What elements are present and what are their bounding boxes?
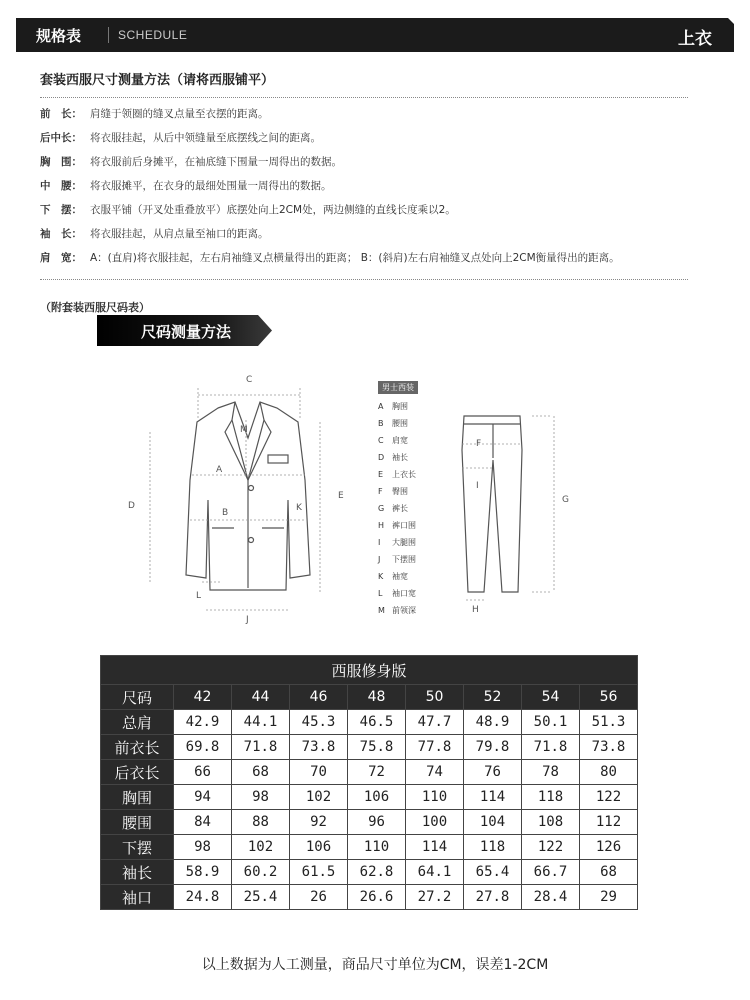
rule-text: 肩缝于领圈的缝叉点量至衣摆的距离。 bbox=[90, 108, 269, 120]
table-cell: 71.8 bbox=[232, 735, 290, 760]
rule-key: 后中长： bbox=[40, 132, 82, 144]
label-F: F bbox=[476, 439, 482, 449]
table-cell: 122 bbox=[522, 835, 580, 860]
size-header-cell: 52 bbox=[464, 685, 522, 710]
legend-label: 腰围 bbox=[392, 419, 408, 428]
table-cell: 70 bbox=[290, 760, 348, 785]
header-title-en: SCHEDULE bbox=[118, 28, 188, 42]
table-cell: 110 bbox=[348, 835, 406, 860]
legend-letter: M bbox=[378, 606, 385, 615]
legend-label: 大腿围 bbox=[392, 538, 416, 547]
table-cell: 68 bbox=[232, 760, 290, 785]
table-cell: 104 bbox=[464, 810, 522, 835]
label-A: A bbox=[216, 465, 223, 475]
footer-note: 以上数据为人工测量，商品尺寸单位为CM，误差1-2CM bbox=[201, 957, 549, 973]
table-cell: 51.3 bbox=[580, 710, 638, 735]
label-I: I bbox=[476, 481, 479, 491]
table-row bbox=[101, 835, 638, 860]
table-cell: 73.8 bbox=[290, 735, 348, 760]
size-method-banner bbox=[97, 315, 272, 346]
legend-item bbox=[378, 568, 458, 585]
legend-label: 臀围 bbox=[392, 487, 408, 496]
legend-letter: H bbox=[378, 521, 385, 530]
divider-top bbox=[40, 97, 688, 98]
rule-key: 胸 围： bbox=[40, 156, 82, 168]
table-cell: 45.3 bbox=[290, 710, 348, 735]
label-H: H bbox=[472, 605, 479, 615]
chart-subtitle: （附套装西服尺码表） bbox=[40, 301, 150, 314]
table-cell: 106 bbox=[348, 785, 406, 810]
header-corner bbox=[726, 16, 736, 26]
size-header-row bbox=[101, 685, 638, 710]
table-cell: 42.9 bbox=[174, 710, 232, 735]
table-cell: 61.5 bbox=[290, 860, 348, 885]
header-divider bbox=[108, 27, 109, 43]
row-label: 胸围 bbox=[101, 785, 174, 810]
table-cell: 114 bbox=[406, 835, 464, 860]
row-label: 腰围 bbox=[101, 810, 174, 835]
legend-label: 裤口围 bbox=[392, 521, 416, 530]
table-cell: 64.1 bbox=[406, 860, 464, 885]
method-title: 套装西服尺寸测量方法（请将西服铺平） bbox=[40, 73, 275, 88]
size-header-cell: 46 bbox=[290, 685, 348, 710]
legend-item bbox=[378, 585, 458, 602]
table-cell: 92 bbox=[290, 810, 348, 835]
rule-key: 中 腰： bbox=[40, 180, 82, 192]
method-rule bbox=[40, 178, 720, 202]
size-header-cell: 50 bbox=[406, 685, 464, 710]
row-label: 后衣长 bbox=[101, 760, 174, 785]
table-cell: 66.7 bbox=[522, 860, 580, 885]
rule-key: 前 长： bbox=[40, 108, 82, 120]
table-cell: 100 bbox=[406, 810, 464, 835]
table-row bbox=[101, 860, 638, 885]
label-M: M bbox=[240, 425, 248, 435]
label-L: L bbox=[196, 591, 202, 601]
table-cell: 69.8 bbox=[174, 735, 232, 760]
method-rule bbox=[40, 226, 720, 250]
rule-text: 将衣服挂起，从后中领缝量至底摆线之间的距离。 bbox=[90, 132, 321, 144]
pants-illustration bbox=[462, 416, 522, 592]
table-cell: 102 bbox=[232, 835, 290, 860]
size-header-label: 尺码 bbox=[101, 685, 174, 710]
table-cell: 25.4 bbox=[232, 885, 290, 910]
table-cell: 65.4 bbox=[464, 860, 522, 885]
row-label: 前衣长 bbox=[101, 735, 174, 760]
table-cell: 98 bbox=[232, 785, 290, 810]
table-cell: 88 bbox=[232, 810, 290, 835]
size-header-cell: 56 bbox=[580, 685, 638, 710]
legend-label: 前领深 bbox=[392, 606, 416, 615]
label-E: E bbox=[338, 491, 344, 501]
table-cell: 27.8 bbox=[464, 885, 522, 910]
legend-label: 肩宽 bbox=[392, 436, 408, 445]
method-rule bbox=[40, 202, 720, 226]
legend-item bbox=[378, 466, 458, 483]
legend-letter: B bbox=[378, 419, 384, 428]
table-cell: 29 bbox=[580, 885, 638, 910]
table-cell: 114 bbox=[464, 785, 522, 810]
size-table bbox=[100, 655, 638, 910]
banner-text: 尺码测量方法 bbox=[141, 323, 232, 341]
legend-item bbox=[378, 500, 458, 517]
table-row bbox=[101, 785, 638, 810]
table-cell: 84 bbox=[174, 810, 232, 835]
table-cell: 72 bbox=[348, 760, 406, 785]
rule-text: 衣服平铺（开叉处重叠放平）底摆处向上2CM处，两边侧缝的直线长度乘以2。 bbox=[90, 204, 456, 216]
size-header-cell: 44 bbox=[232, 685, 290, 710]
suit-diagram bbox=[110, 360, 640, 630]
size-header-cell: 42 bbox=[174, 685, 232, 710]
label-D: D bbox=[128, 501, 135, 511]
legend-item bbox=[378, 415, 458, 432]
header-title-cn: 规格表 bbox=[36, 27, 82, 45]
row-label: 袖口 bbox=[101, 885, 174, 910]
table-cell: 58.9 bbox=[174, 860, 232, 885]
jacket-illustration bbox=[186, 402, 310, 590]
table-cell: 50.1 bbox=[522, 710, 580, 735]
table-cell: 71.8 bbox=[522, 735, 580, 760]
label-B: B bbox=[222, 508, 229, 518]
legend-item bbox=[378, 602, 458, 619]
legend-label: 袖宽 bbox=[392, 572, 408, 581]
table-cell: 110 bbox=[406, 785, 464, 810]
method-rule bbox=[40, 250, 720, 274]
legend-letter: J bbox=[378, 555, 381, 564]
legend-item bbox=[378, 449, 458, 466]
table-row bbox=[101, 735, 638, 760]
size-header-cell: 48 bbox=[348, 685, 406, 710]
table-cell: 118 bbox=[464, 835, 522, 860]
legend-letter: A bbox=[378, 402, 384, 411]
method-rule bbox=[40, 154, 720, 178]
legend-letter: C bbox=[378, 436, 384, 445]
table-cell: 27.2 bbox=[406, 885, 464, 910]
legend-label: 胸围 bbox=[392, 402, 408, 411]
header-category: 上衣 bbox=[678, 29, 712, 49]
method-rule bbox=[40, 106, 720, 130]
table-cell: 26 bbox=[290, 885, 348, 910]
legend-item bbox=[378, 534, 458, 551]
table-cell: 79.8 bbox=[464, 735, 522, 760]
table-row bbox=[101, 710, 638, 735]
label-J: J bbox=[246, 615, 249, 625]
table-cell: 106 bbox=[290, 835, 348, 860]
table-row bbox=[101, 885, 638, 910]
rule-text: 将衣服挂起，从肩点量至袖口的距离。 bbox=[90, 228, 269, 240]
table-cell: 66 bbox=[174, 760, 232, 785]
rule-key: 肩 宽： bbox=[40, 252, 82, 264]
table-cell: 78 bbox=[522, 760, 580, 785]
legend-label: 裤长 bbox=[392, 504, 408, 513]
legend-letter: E bbox=[378, 470, 384, 479]
label-K: K bbox=[296, 503, 302, 513]
table-cell: 74 bbox=[406, 760, 464, 785]
table-cell: 112 bbox=[580, 810, 638, 835]
legend-label: 袖长 bbox=[392, 453, 408, 462]
legend-label: 袖口宽 bbox=[392, 589, 416, 598]
method-rule bbox=[40, 130, 720, 154]
legend-label: 上衣长 bbox=[392, 470, 416, 479]
table-row bbox=[101, 760, 638, 785]
table-cell: 60.2 bbox=[232, 860, 290, 885]
legend-letter: G bbox=[378, 504, 385, 513]
size-legend bbox=[378, 375, 458, 619]
legend-item bbox=[378, 551, 458, 568]
size-header-cell: 54 bbox=[522, 685, 580, 710]
label-G: G bbox=[562, 495, 569, 505]
table-cell: 118 bbox=[522, 785, 580, 810]
row-label: 袖长 bbox=[101, 860, 174, 885]
table-cell: 28.4 bbox=[522, 885, 580, 910]
row-label: 总肩 bbox=[101, 710, 174, 735]
table-cell: 47.7 bbox=[406, 710, 464, 735]
divider-bottom bbox=[40, 279, 688, 280]
legend-title: 男士西装 bbox=[378, 381, 418, 394]
table-cell: 24.8 bbox=[174, 885, 232, 910]
table-row bbox=[101, 810, 638, 835]
legend-letter: L bbox=[378, 589, 383, 598]
table-cell: 68 bbox=[580, 860, 638, 885]
rule-key: 袖 长： bbox=[40, 228, 82, 240]
table-cell: 122 bbox=[580, 785, 638, 810]
table-cell: 44.1 bbox=[232, 710, 290, 735]
rule-text: 将衣服摊平，在衣身的最细处围量一周得出的数据。 bbox=[90, 180, 332, 192]
table-cell: 102 bbox=[290, 785, 348, 810]
header-bar bbox=[16, 18, 734, 52]
legend-item bbox=[378, 483, 458, 500]
table-cell: 108 bbox=[522, 810, 580, 835]
table-cell: 26.6 bbox=[348, 885, 406, 910]
table-caption: 西服修身版 bbox=[101, 656, 638, 685]
legend-letter: D bbox=[378, 453, 385, 462]
table-cell: 80 bbox=[580, 760, 638, 785]
table-cell: 76 bbox=[464, 760, 522, 785]
legend-letter: F bbox=[378, 487, 383, 496]
table-cell: 75.8 bbox=[348, 735, 406, 760]
rule-text: A：(直肩)将衣服挂起，左右肩袖缝叉点横量得出的距离； B：(斜肩)左右肩袖缝叉点处向上2CM衡量得出的距离。 bbox=[90, 252, 620, 264]
table-cell: 98 bbox=[174, 835, 232, 860]
row-label: 下摆 bbox=[101, 835, 174, 860]
table-cell: 48.9 bbox=[464, 710, 522, 735]
legend-letter: I bbox=[378, 538, 381, 547]
method-rules bbox=[40, 106, 720, 274]
legend-letter: K bbox=[378, 572, 384, 581]
table-cell: 96 bbox=[348, 810, 406, 835]
legend-item bbox=[378, 432, 458, 449]
legend-item bbox=[378, 398, 458, 415]
rule-text: 将衣服前后身摊平，在袖底缝下围量一周得出的数据。 bbox=[90, 156, 342, 168]
table-cell: 77.8 bbox=[406, 735, 464, 760]
rule-key: 下 摆： bbox=[40, 204, 82, 216]
table-cell: 62.8 bbox=[348, 860, 406, 885]
table-cell: 94 bbox=[174, 785, 232, 810]
table-cell: 73.8 bbox=[580, 735, 638, 760]
label-C: C bbox=[246, 375, 253, 385]
table-cell: 126 bbox=[580, 835, 638, 860]
table-cell: 46.5 bbox=[348, 710, 406, 735]
legend-label: 下摆围 bbox=[392, 555, 416, 564]
legend-item bbox=[378, 517, 458, 534]
